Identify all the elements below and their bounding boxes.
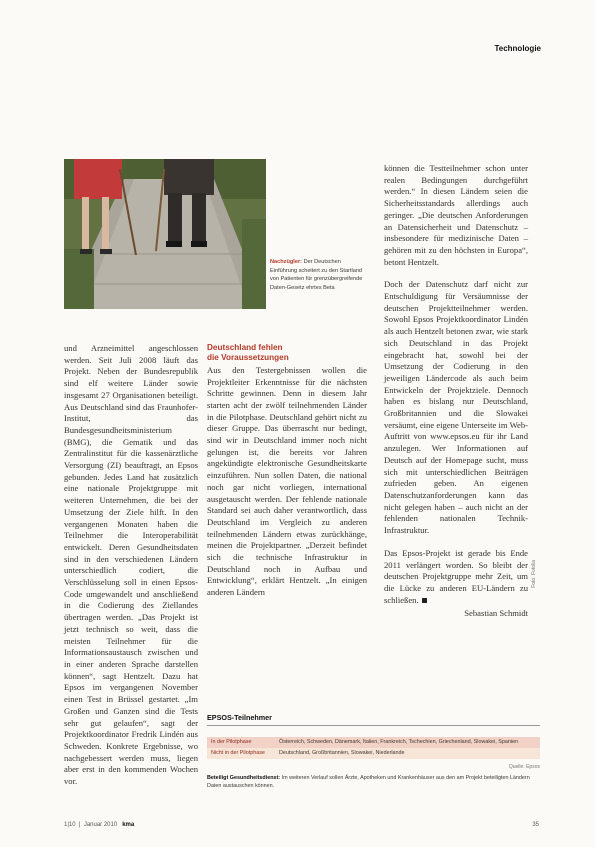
column-3 — [384, 163, 528, 620]
end-mark-icon — [422, 598, 427, 603]
paragraph — [384, 548, 528, 607]
walking-seniors-image — [64, 159, 266, 309]
row-value: Österreich, Schweden, Dänemark, Italien, Frankreich, Tschechien, Griechenland, Slowakei, Spanien — [279, 739, 519, 745]
paragraph: Aus den Testergebnissen wollen die Projektleiter Erkenntnisse für die nächsten Schritte gewinnen. Denn in diesem Jahr starten acht der zwölf teilnehmenden Länder in die Pilotphase. Deutschland gehört nicht zu dieser Gruppe. Das überrascht nur bedingt, sind wir in Deutschland immer noch nicht gelungen ist, die bereits vor Jahren angekündigte elektronische Gesundheitskarte einzuführen. Nun sollen Daten, die national noch gar nicht vorliegen, international ausgetauscht werden. Der fehlende nationale Standard sei auch daher verantwortlich, dass Deutschland im Vergleich zu anderen teilnehmenden Ländern etwas zurückhänge, meinen die Projektpartner. „Derzeit befindet sich die technische Infrastruktur in Deutschland noch in Aufbau und Entwicklung“, erklärt Hentzelt. „In einigen anderen Ländern — [207, 364, 367, 598]
row-value: Deutschland, Großbritannien, Slowakei, Niederlande — [279, 750, 405, 756]
photo-credit: Foto: Fotolia — [531, 560, 537, 588]
paragraph: können die Testteilnehmer schon unter realen Bedingungen durchgeführt werden.“ In diesen Ländern seien die Sicherheitsstandards allerdings auch geringer. „Die deutschen Anforderungen an Datensicherheit und Datenschutz – insbesondere für medizinische Daten – gehören mit zu den höchsten in Europa“, betont Hentzelt. — [384, 163, 528, 267]
paragraph: und Arzneimittel angeschlossen werden. Seit Juli 2008 läuft das Projekt. Neben der Bundesrepublik sind elf weitere Länder sowie insgesamt 27 Organisationen beteiligt. Aus Deutschland sind das Fraunhofer-Institut, das Bundesgesundheitsministerium (BMG), die Gematik und das Zentralinstitut für die kassenärztliche Versorgung (ZI) beauftragt, an Epsos gebunden. Jedes Land hat zusätzlich eine nationale Projektgruppe mit weiteren Unternehmen, die bei der Umsetzung der Ziele hilft. In den vergangenen Monaten haben die Teilnehmer die Interoperabilität entwickelt. Deren Gesundheitsdaten sind in den verschiedenen Ländern unterschiedlich codiert, die Verschlüsselung soll in einen Epsos-Code umgewandelt und anschließend in die Codierung des Ziellandes übertragen werden. „Das Projekt ist jetzt technisch so weit, dass die meisten Teilnehmer für die Informationsaustausch zwischen und in einer anderen Sprache darstellen können“, sagt Hentzelt. Dazu hat Epsos im vergangenen November einen Test in Brüssel gestartet. „Im Großen und Ganzen sind die Tests sehr gut gelaufen“, sagt der Projektkoordinator Fredrik Lindén aus Schweden. Konkrete Ergebnisse, wo nachgebessert werden muss, liegen aber erst in den kommenden Wochen vor. — [64, 343, 198, 787]
subheading — [207, 343, 367, 364]
subheading-line-1: Deutschland fehlen — [207, 343, 283, 352]
box-title: EPSOS-Teilnehmer — [207, 713, 540, 726]
column-1 — [64, 343, 198, 788]
page-number: 35 — [532, 822, 539, 828]
participants-table — [207, 737, 540, 759]
caption-label: Nachzügler: — [270, 259, 303, 265]
note-text: Im weiteren Verlauf sollen Ärzte, Apotheken und Krankenhäuser aus den am Projekt beteiligten Ländern Daten austauschen können. — [207, 775, 530, 789]
author-name: Sebastian Schmidt — [464, 608, 528, 619]
table-row — [207, 737, 540, 748]
paragraph-text: Das Epsos-Projekt ist gerade bis Ende 2011 verlängert worden. So bleibt der deutschen Projektgruppe mehr Zeit, um die Lücke zu anderen EU-Ländern zu schließen. — [384, 547, 528, 605]
publication-name: kma — [122, 822, 135, 828]
article-photo — [64, 159, 266, 309]
row-key: Nicht in der Pilotphase — [211, 750, 265, 756]
column-2 — [207, 343, 367, 599]
footer-left: 1|10 | Januar 2010 kma — [64, 822, 135, 828]
caption-text: Der Deutschen Einführung scheitert zu den Startland von Patienten für grenzübergreifende Daten-Gesetz ehrtes Beta — [270, 259, 363, 291]
note-label: Beteiligt Gesundheitsdienst: — [207, 775, 281, 781]
table-row — [207, 748, 540, 759]
participants-box — [207, 713, 540, 790]
section-label: Technologie — [494, 44, 541, 53]
issue-number: 1|10 — [64, 822, 76, 828]
issue-date: Januar 2010 — [83, 822, 118, 828]
box-note — [207, 774, 540, 790]
box-source: Quelle: Epsos — [508, 764, 540, 770]
subheading-line-2: die Voraussetzungen — [207, 353, 289, 363]
photo-caption — [270, 258, 366, 292]
paragraph: Doch der Datenschutz darf nicht zur Entschuldigung für Versäumnisse der deutschen Projektteilnehmer werden. Sowohl Epsos Projektkoordinator Lindén als auch Hentzelt betonen zwar, wie stark sich Deutschland in das Projekt eingebracht hat, sowohl bei der Umsetzung der Codierung in den jeweiligen Ländercode als auch beim Entwickeln der Projektziele. Dennoch haben es bislang nur Deutschland, Großbritannien und die Slowakei versäumt, eine eigene Unterseite im Web-Auftritt von www.epsos.eu für ihr Land anzulegen. Wer Informationen auf Deutsch auf der Homepage sucht, muss sich mit unterschiedlichen Beiträgen zufrieden geben. An eigenen Datenschutzanforderungen kann das nicht gelegen haben – auch nicht an der fehlenden nationalen Technik-Infrastruktur. — [384, 279, 528, 536]
row-key: In der Pilotphase — [211, 739, 252, 745]
